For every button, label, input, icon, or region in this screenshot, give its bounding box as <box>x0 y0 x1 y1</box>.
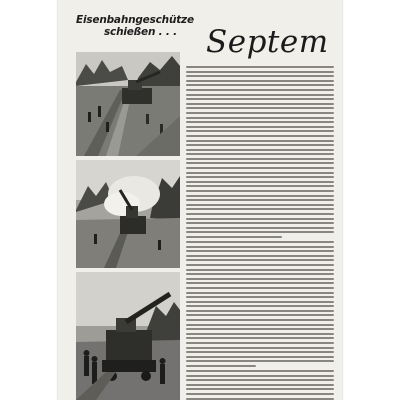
photo-railway-gun-firing <box>76 160 180 268</box>
article-big-title: Septem <box>206 24 329 60</box>
right-column <box>186 14 334 400</box>
magazine-page <box>58 0 342 400</box>
left-column <box>76 14 194 400</box>
headline-line-2: schießen . . . <box>104 26 177 38</box>
photo-railway-gun-tracks <box>76 52 180 156</box>
article-headline <box>76 14 194 38</box>
headline-line-1: Eisenbahngeschütze <box>76 14 194 26</box>
article-body-text <box>186 66 334 400</box>
photo-railway-gun-crew <box>76 272 180 400</box>
